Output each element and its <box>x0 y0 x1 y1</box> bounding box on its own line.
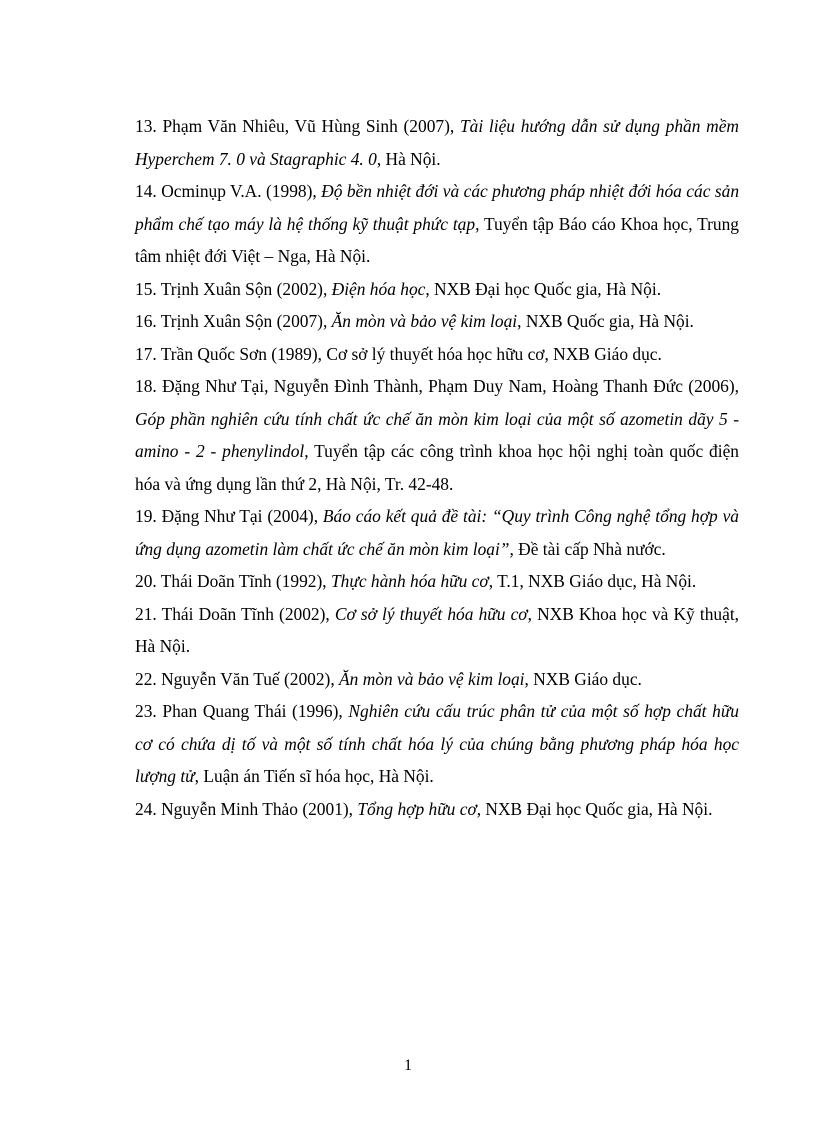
reference-authors-year: Đặng Như Tại (2004), <box>161 506 323 526</box>
reference-authors-year: Trịnh Xuân Sộn (2007), <box>160 311 332 331</box>
reference-publication: , NXB Giáo dục. <box>524 668 642 689</box>
reference-number: 24. <box>135 798 157 819</box>
reference-number: 14. <box>135 181 157 201</box>
reference-item-14 <box>135 175 739 273</box>
reference-publication: , NXB Đại học Quốc gia, Hà Nội. <box>425 278 662 299</box>
reference-authors-year: Thái Doãn Tĩnh (1992), <box>160 571 331 591</box>
reference-title: Thực hành hóa hữu cơ <box>330 571 489 591</box>
reference-title: Độ bền nhiệt đới và các phương pháp nhiệt đới hóa các sản phẩm chế tạo máy là hệ thống kỹ thuật phức tạp <box>135 181 740 234</box>
reference-item-17 <box>135 338 739 371</box>
reference-title: Tài liệu hướng dẫn sử dụng phần mềm Hyperchem 7. 0 và Stagraphic 4. 0 <box>135 116 739 169</box>
reference-item-19 <box>135 500 739 565</box>
reference-publication: , NXB Quốc gia, Hà Nội. <box>517 311 694 331</box>
reference-title: Điện hóa học <box>331 278 426 299</box>
reference-number: 15. <box>135 278 157 299</box>
reference-publication: , Hà Nội. <box>376 148 441 169</box>
reference-publication: , Tuyển tập Báo cáo Khoa học, Trung tâm nhiệt đới Việt – Nga, Hà Nội. <box>135 213 739 266</box>
reference-authors-year: Đặng Như Tại, Nguyễn Đình Thành, Phạm Duy Nam, Hoàng Thanh Đức (2006), <box>162 376 739 396</box>
reference-authors-year: Phạm Văn Nhiêu, Vũ Hùng Sinh (2007), <box>162 116 460 136</box>
reference-publication: , NXB Đại học Quốc gia, Hà Nội. <box>476 798 713 819</box>
reference-item-13 <box>135 110 739 175</box>
reference-title: Ăn mòn và bảo vệ kim loại <box>331 311 518 331</box>
reference-number: 22. <box>135 668 157 689</box>
reference-number: 17. <box>135 343 157 364</box>
reference-publication: , Đề tài cấp Nhà nước. <box>509 538 666 559</box>
reference-title: Ăn mòn và bảo vệ kim loại <box>339 668 525 689</box>
reference-title: Cơ sở lý thuyết hóa hữu cơ <box>334 603 528 624</box>
reference-item-15 <box>135 273 739 306</box>
reference-title: Báo cáo kết quả đề tài: “Quy trình Công nghệ tổng hợp và ứng dụng azometin làm chất ức chế ăn mòn kim loại” <box>135 506 739 559</box>
reference-number: 19. <box>135 506 157 526</box>
reference-authors-year: Trịnh Xuân Sộn (2002), <box>160 278 332 299</box>
reference-number: 16. <box>135 311 157 331</box>
reference-item-20 <box>135 565 739 598</box>
reference-title: Góp phần nghiên cứu tính chất ức chế ăn mòn kim loại của một số azometin dãy 5 - amino - 2 - phenylindol <box>135 408 739 461</box>
reference-number: 20. <box>135 571 157 591</box>
reference-item-22 <box>135 663 739 696</box>
reference-number: 13. <box>135 116 157 136</box>
reference-authors-year: Trần Quốc Sơn (1989), Cơ sở lý thuyết hóa học hữu cơ, NXB Giáo dục. <box>160 343 662 364</box>
reference-item-24 <box>135 793 739 826</box>
reference-item-23 <box>135 695 739 793</box>
reference-authors-year: Nguyễn Văn Tuế (2002), <box>161 668 340 689</box>
reference-authors-year: Thái Doãn Tĩnh (2002), <box>161 603 335 624</box>
reference-title: Nghiên cứu cấu trúc phân tử của một số hợp chất hữu cơ có chứa dị tố và một số tính chất hóa lý của chúng bằng phương pháp hóa học lượng tử <box>135 701 739 786</box>
reference-publication: , NXB Khoa học và Kỹ thuật, Hà Nội. <box>135 603 739 656</box>
reference-authors-year: Ocminụp V.A. (1998), <box>161 181 322 201</box>
reference-number: 18. <box>135 376 157 396</box>
page-number: 1 <box>404 1057 412 1074</box>
reference-item-21 <box>135 598 739 663</box>
reference-publication: , Luận án Tiến sĩ hóa học, Hà Nội. <box>194 766 434 786</box>
reference-authors-year: Nguyễn Minh Thảo (2001), <box>161 798 358 819</box>
reference-title: Tổng hợp hữu cơ <box>357 798 477 819</box>
reference-list <box>135 110 739 825</box>
reference-item-16 <box>135 305 739 338</box>
reference-number: 23. <box>135 701 157 721</box>
reference-authors-year: Phan Quang Thái (1996), <box>162 701 349 721</box>
reference-publication: , Tuyển tập các công trình khoa học hội nghị toàn quốc điện hóa và ứng dụng lần thứ 2, Hà Nội, Tr. 42-48. <box>135 441 739 494</box>
reference-publication: , T.1, NXB Giáo dục, Hà Nội. <box>488 571 697 591</box>
reference-number: 21. <box>135 603 157 624</box>
reference-item-18 <box>135 370 739 500</box>
